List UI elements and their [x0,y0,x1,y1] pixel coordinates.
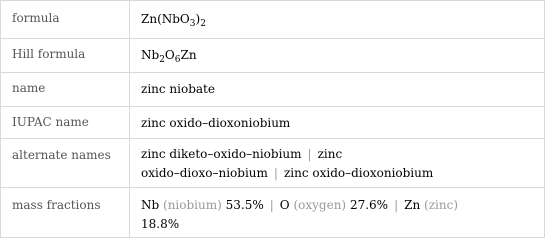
alternate-names-line-2 [141,164,534,183]
separator: | [394,198,399,212]
table-row-mass-fractions [1,187,544,239]
mass-fractions-value [141,196,534,234]
element-percent: 27.6% [349,198,389,212]
separator: | [307,147,312,161]
table-row-hill-formula [1,38,544,72]
alternate-name: zinc diketo–oxido–niobium [141,147,302,161]
element-symbol: Zn [404,198,421,212]
iupac-name-value: zinc oxido–dioxoniobium [141,116,291,130]
separator: | [273,166,278,180]
element-name: (oxygen) [293,198,347,212]
element-name: (zinc) [424,198,459,212]
row-label: formula [12,11,60,25]
alternate-name: zinc oxido–dioxoniobium [283,166,434,180]
element-percent: 18.8% [141,217,180,231]
row-label: mass fractions [12,198,101,212]
row-label: Hill formula [12,47,86,61]
element-name: (niobium) [163,198,222,212]
element-symbol: O [279,198,290,212]
element-percent: 53.5% [225,198,264,212]
hill-formula-value: $Nb_2O_6Zn$ [141,48,197,65]
row-label: IUPAC name [12,115,89,129]
row-label: alternate names [12,148,111,162]
table-row-alternate-names [1,138,544,187]
alternate-names-value [141,145,534,183]
row-label: name [12,81,46,95]
table-row-formula [1,1,544,38]
element-symbol: Nb [141,198,160,212]
separator: | [269,198,274,212]
mass-fractions-line-2 [141,215,534,234]
alternate-names-line-1 [141,145,534,164]
table-row-iupac-name [1,106,544,138]
alternate-name-part: oxido–dioxo–niobium [141,166,268,180]
formula-value: $Zn(NbO_3)_2$ [141,12,206,29]
name-value: zinc niobate [141,82,215,96]
alternate-name-part: zinc [317,147,343,161]
table-row-name [1,72,544,106]
mass-fractions-line-1 [141,196,534,215]
